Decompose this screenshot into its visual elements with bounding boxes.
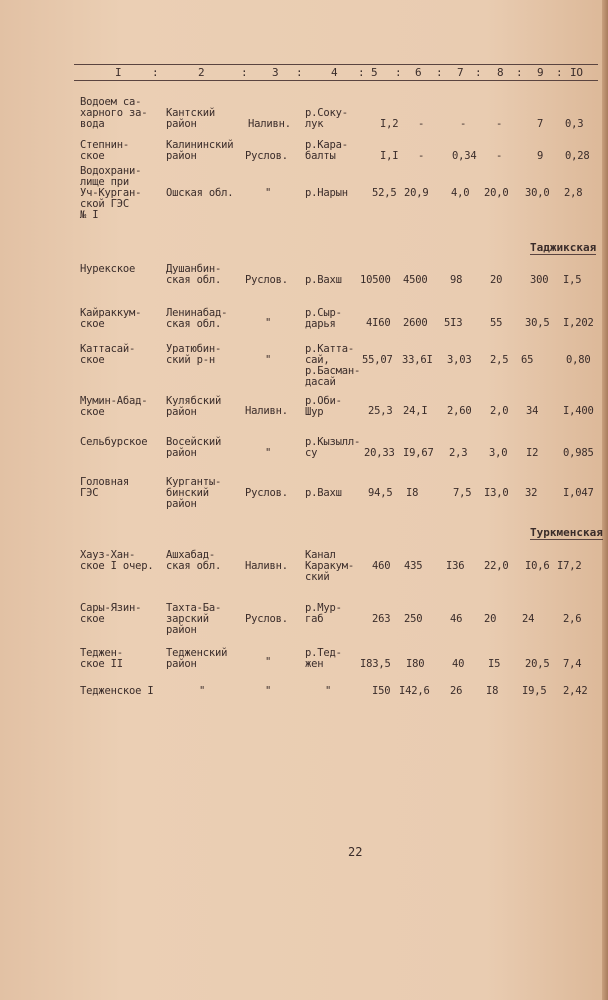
cell-c9: 30,0: [525, 187, 550, 199]
cell-area: Тедженский район: [166, 647, 228, 670]
cell-area: Тахта-Ба- зарский район: [166, 602, 222, 636]
cell-c8: I5: [488, 658, 501, 670]
region-heading-tajik: Таджикская: [530, 241, 597, 254]
cell-c8: 20: [490, 274, 503, 286]
col-header: 7: [457, 66, 464, 79]
col-header: 9: [537, 66, 544, 79]
cell-c7: 5I3: [444, 317, 463, 329]
cell-c6: 4500: [403, 274, 428, 286]
cell-c7: 2,3: [449, 447, 468, 459]
cell-c8: 2,5: [490, 354, 509, 366]
page-edge: [602, 0, 608, 1000]
col-sep: :: [296, 66, 303, 79]
cell-c6: 33,6I: [402, 354, 433, 366]
cell-c6: -: [418, 150, 425, 162]
cell-c9: 65: [521, 354, 534, 366]
cell-name: Мумин-Абад- ское: [80, 395, 148, 418]
cell-c5: 52,5: [372, 187, 397, 199]
region-heading-turkmen: Туркменская: [530, 526, 603, 539]
cell-c10: 2,8: [564, 187, 583, 199]
cell-type: Руслов.: [245, 150, 288, 162]
cell-source: р.Вахш: [305, 274, 342, 286]
cell-c5: I83,5: [360, 658, 391, 670]
cell-name: Нурекское: [80, 263, 136, 275]
cell-c10: 2,42: [563, 685, 588, 697]
cell-c6: 2600: [403, 317, 428, 329]
cell-c10: 0,80: [566, 354, 591, 366]
cell-c10: I7,2: [557, 560, 582, 572]
page-number: 22: [348, 845, 363, 859]
cell-c6: 20,9: [404, 187, 429, 199]
cell-name: Степнин- ское: [80, 139, 129, 162]
cell-c6: 250: [404, 613, 423, 625]
cell-c8: I3,0: [484, 487, 509, 499]
cell-type: Наливн.: [245, 560, 288, 572]
cell-name: Каттасай- ское: [80, 343, 136, 366]
col-sep: :: [475, 66, 482, 79]
cell-c6: -: [418, 118, 425, 130]
cell-c6: I8: [406, 487, 419, 499]
cell-c8: 20: [484, 613, 497, 625]
cell-c8: 2,0: [490, 405, 509, 417]
cell-area: Душанбин- ская обл.: [166, 263, 222, 286]
cell-area: Кантский район: [166, 107, 215, 130]
cell-c8: 22,0: [484, 560, 509, 572]
cell-source: ": [325, 685, 332, 697]
cell-name: Тедженское I: [80, 685, 154, 697]
cell-c9: 20,5: [525, 658, 550, 670]
col-header: IO: [570, 66, 583, 79]
cell-type: ": [265, 187, 272, 199]
cell-c7: 46: [450, 613, 463, 625]
header-bottom-rule: [74, 80, 598, 81]
cell-c5: 20,33: [364, 447, 395, 459]
cell-area: Ленинабад- ская обл.: [166, 307, 228, 330]
cell-name: Сельбурское: [80, 436, 148, 448]
col-sep: :: [395, 66, 402, 79]
cell-c5: 94,5: [368, 487, 393, 499]
cell-c9: I2: [526, 447, 539, 459]
cell-c10: 7,4: [563, 658, 582, 670]
col-sep: :: [241, 66, 248, 79]
cell-c10: 2,6: [563, 613, 582, 625]
cell-name: Сары-Язин- ское: [80, 602, 142, 625]
col-header: 2: [198, 66, 205, 79]
cell-c9: 300: [530, 274, 549, 286]
cell-c10: I,047: [563, 487, 594, 499]
cell-type: ": [265, 685, 272, 697]
cell-c8: 3,0: [489, 447, 508, 459]
cell-c7: I36: [446, 560, 465, 572]
cell-source: р.Катта- сай, р.Басман- дасай: [305, 343, 361, 388]
cell-source: р.Мур- габ: [305, 602, 342, 625]
cell-c5: 10500: [360, 274, 391, 286]
cell-c9: 34: [526, 405, 539, 417]
cell-name: Водоем са- харного за- вода: [80, 96, 148, 130]
cell-source: р.Нарын: [305, 187, 348, 199]
cell-c10: I,5: [563, 274, 582, 286]
cell-c8: -: [496, 118, 503, 130]
cell-source: р.Кызылл- су: [305, 436, 361, 459]
cell-c5: I50: [372, 685, 391, 697]
cell-c9: I9,5: [522, 685, 547, 697]
cell-c5: 263: [372, 613, 391, 625]
cell-type: ": [265, 656, 272, 668]
cell-c10: 0,28: [565, 150, 590, 162]
col-header: 4: [331, 66, 338, 79]
cell-area: Кулябский район: [166, 395, 222, 418]
cell-c9: 32: [525, 487, 538, 499]
cell-c10: 0,985: [563, 447, 594, 459]
cell-c9: 9: [537, 150, 544, 162]
cell-c7: 26: [450, 685, 463, 697]
cell-area: Курганты- бинский район: [166, 476, 222, 510]
cell-type: Наливн.: [248, 118, 291, 130]
cell-c5: I,I: [380, 150, 399, 162]
cell-c9: 24: [522, 613, 535, 625]
cell-c6: I42,6: [399, 685, 430, 697]
cell-name: Кайраккум- ское: [80, 307, 142, 330]
cell-c8: 20,0: [484, 187, 509, 199]
cell-c5: 4I60: [366, 317, 391, 329]
cell-type: Руслов.: [245, 613, 288, 625]
col-header: 8: [497, 66, 504, 79]
cell-c5: I,2: [380, 118, 399, 130]
cell-source: р.Тед- жен: [305, 647, 342, 670]
cell-name: Водохрани- лище при Уч-Курган- ской ГЭС № I: [80, 165, 142, 221]
cell-area: Восейский район: [166, 436, 222, 459]
cell-source: р.Вахш: [305, 487, 342, 499]
cell-source: р.Кара- балты: [305, 139, 348, 162]
col-header: 3: [272, 66, 279, 79]
cell-area: Ашхабад- ская обл.: [166, 549, 222, 572]
cell-type: Руслов.: [245, 487, 288, 499]
cell-type: ": [265, 354, 272, 366]
cell-c9: I0,6: [525, 560, 550, 572]
cell-area: Калининский район: [166, 139, 234, 162]
col-sep: :: [556, 66, 563, 79]
cell-name: Теджен- ское II: [80, 647, 123, 670]
cell-type: ": [265, 447, 272, 459]
cell-source: Канал Каракум- ский: [305, 549, 354, 583]
col-header: I: [115, 66, 122, 79]
cell-area: Уратюбин- ский р-н: [166, 343, 222, 366]
cell-c6: 24,I: [403, 405, 428, 417]
cell-name: Хауз-Хан- ское I очер.: [80, 549, 154, 572]
cell-name: Головная ГЭС: [80, 476, 129, 499]
cell-c5: 25,3: [368, 405, 393, 417]
cell-c5: 460: [372, 560, 391, 572]
cell-c7: 40: [452, 658, 465, 670]
cell-c7: 3,03: [447, 354, 472, 366]
cell-c6: I80: [406, 658, 425, 670]
cell-c6: 435: [404, 560, 423, 572]
cell-c8: -: [496, 150, 503, 162]
cell-c8: 55: [490, 317, 503, 329]
cell-c8: I8: [486, 685, 499, 697]
col-header: 5: [371, 66, 378, 79]
cell-c7: 98: [450, 274, 463, 286]
cell-c9: 30,5: [525, 317, 550, 329]
cell-area: Ошская обл.: [166, 187, 234, 199]
cell-c9: 7: [537, 118, 544, 130]
cell-c7: 7,5: [453, 487, 472, 499]
col-sep: :: [152, 66, 159, 79]
cell-type: Руслов.: [245, 274, 288, 286]
col-header: 6: [415, 66, 422, 79]
cell-area: ": [199, 685, 206, 697]
cell-source: р.Оби- Шур: [305, 395, 342, 418]
cell-source: р.Соку- лук: [305, 107, 348, 130]
cell-source: р.Сыр- дарья: [305, 307, 342, 330]
cell-c5: 55,07: [362, 354, 393, 366]
cell-c7: 4,0: [451, 187, 470, 199]
cell-c6: I9,67: [403, 447, 434, 459]
col-sep: :: [436, 66, 443, 79]
col-sep: :: [516, 66, 523, 79]
cell-c7: -: [460, 118, 467, 130]
cell-c10: I,202: [563, 317, 594, 329]
cell-c7: 0,34: [452, 150, 477, 162]
cell-type: Наливн.: [245, 405, 288, 417]
cell-c10: 0,3: [565, 118, 584, 130]
cell-type: ": [265, 317, 272, 329]
header-top-rule: [74, 64, 598, 65]
col-sep: :: [358, 66, 365, 79]
cell-c7: 2,60: [447, 405, 472, 417]
cell-c10: I,400: [563, 405, 594, 417]
